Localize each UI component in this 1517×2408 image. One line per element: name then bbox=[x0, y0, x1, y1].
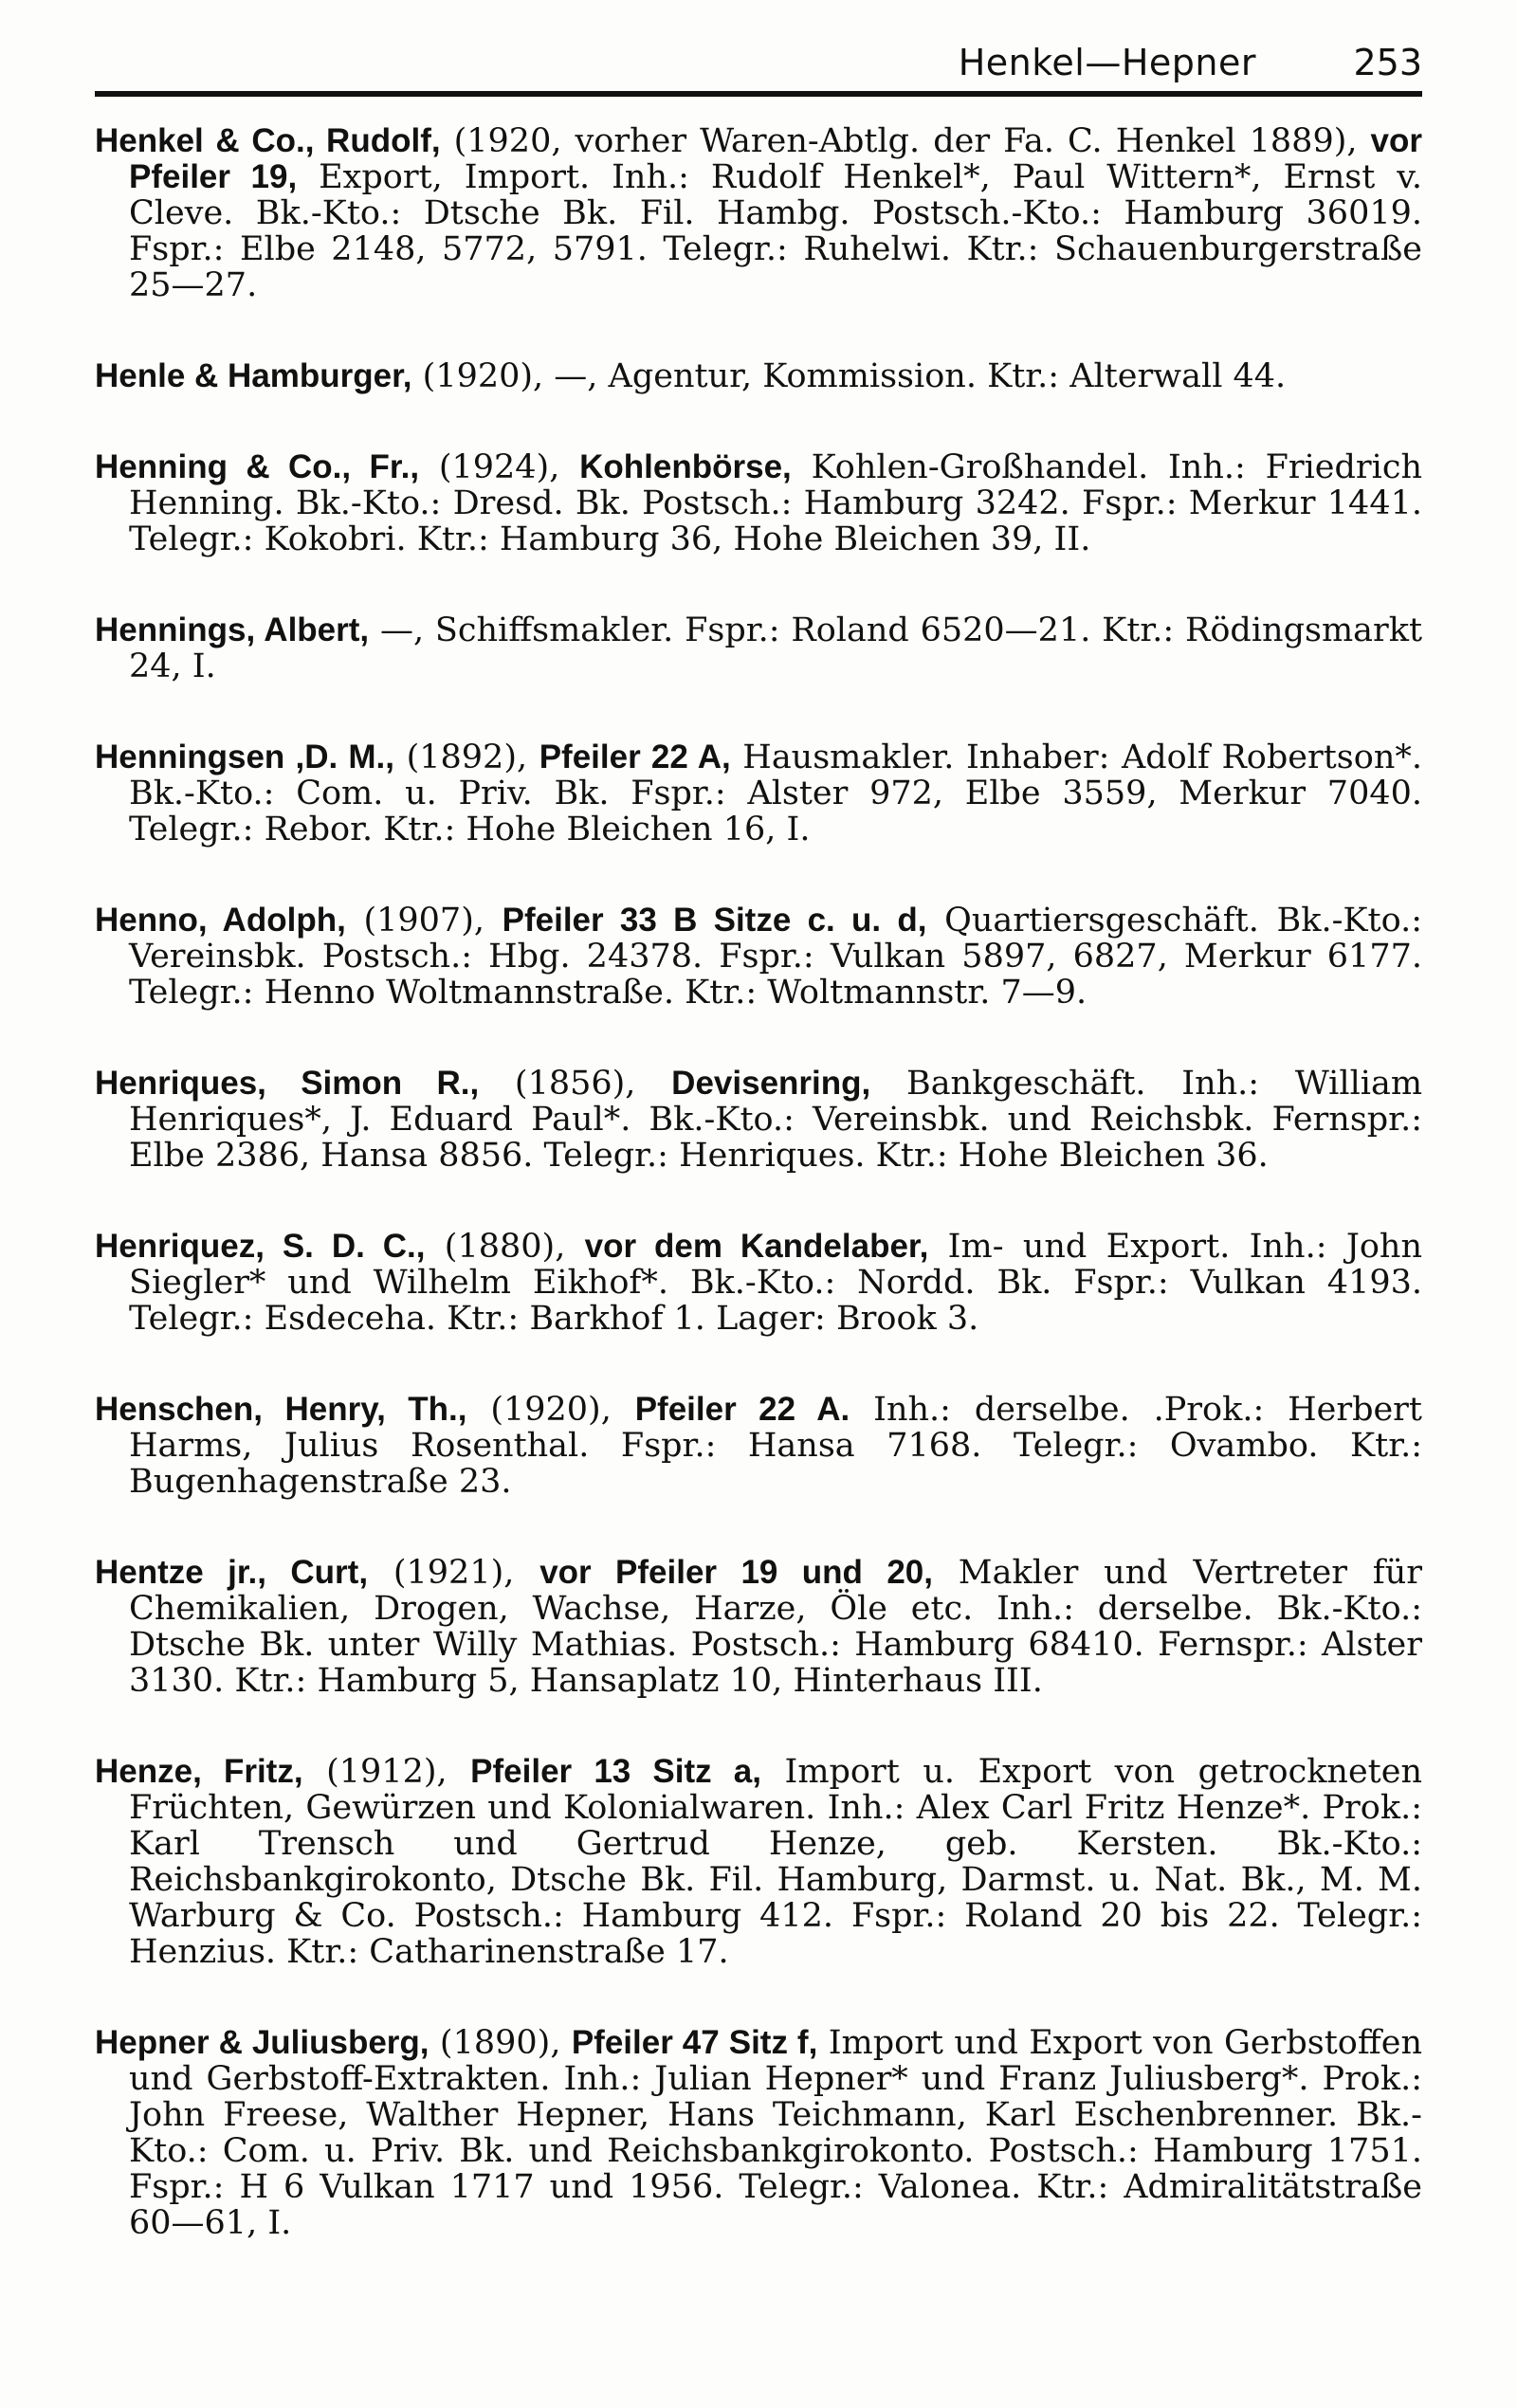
directory-entry bbox=[95, 1392, 1422, 1500]
entry-text: Im- und Export. Inh.: John Siegler* und Wilhelm Eikhof*. Bk.-Kto.: Nordd. Bk. Fspr.: Vulkan 4193. Telegr.: Esdeceha. Ktr.: Barkhof 1. Lager: Brook 3. bbox=[129, 1228, 1423, 1338]
directory-entry bbox=[95, 358, 1422, 394]
directory-entry bbox=[95, 1066, 1422, 1174]
directory-entry bbox=[95, 739, 1422, 848]
entry-text: (1924), bbox=[419, 448, 580, 486]
firm-name: Henschen, Henry, Th., bbox=[95, 1391, 467, 1428]
firm-name: Henriquez, S. D. C., bbox=[95, 1228, 426, 1265]
exchange-location: Pfeiler 22 A. bbox=[634, 1391, 850, 1428]
directory-entry bbox=[95, 449, 1422, 557]
entry-text: —, Schiffsmakler. Fspr.: Roland 6520—21. Ktr.: Rödingsmarkt 24, I. bbox=[129, 611, 1423, 685]
entry-text: (1892), bbox=[394, 739, 539, 776]
directory-entry bbox=[95, 1229, 1422, 1337]
directory-entry bbox=[95, 1555, 1422, 1699]
entry-text: (1856), bbox=[479, 1065, 672, 1103]
exchange-location: vor dem Kandelaber, bbox=[584, 1228, 929, 1265]
running-head-title: Henkel—Hepner bbox=[958, 42, 1256, 83]
exchange-location: vor Pfeiler 19, bbox=[129, 122, 1422, 195]
firm-name: Henno, Adolph, bbox=[95, 902, 346, 939]
header-rule bbox=[95, 91, 1422, 97]
entry-text: Export, Import. Inh.: Rudolf Henkel*, Paul Wittern*, Ernst v. Cleve. Bk.-Kto.: Dtsche Bk. Fil. Hambg. Postsch.-Kto.: Hamburg 36019. Fspr.: Elbe 2148, 5772, 5791. Telegr.: Ruhelwi. Ktr.: Schauenburgerstraße 25—27. bbox=[129, 158, 1422, 304]
firm-name: Hentze jr., Curt, bbox=[95, 1554, 369, 1591]
directory-entry bbox=[95, 1754, 1422, 1970]
firm-name: Henle & Hamburger, bbox=[95, 357, 412, 394]
entry-text: (1912), bbox=[302, 1753, 471, 1791]
directory-entries bbox=[95, 123, 1422, 2296]
running-head bbox=[95, 36, 1422, 93]
firm-name: Henze, Fritz, bbox=[95, 1753, 303, 1790]
entry-text: Kohlen-Großhandel. Inh.: Friedrich Henning. Bk.-Kto.: Dresd. Bk. Postsch.: Hamburg 3242. Fspr.: Merkur 1441. Telegr.: Kokobri. Ktr.: Hamburg 36, Hohe Bleichen 39, II. bbox=[129, 448, 1422, 558]
exchange-location: Devisenring, bbox=[671, 1065, 871, 1102]
entry-text: (1880), bbox=[425, 1228, 585, 1266]
page-number: 253 bbox=[1353, 42, 1422, 83]
entry-text: (1920), bbox=[466, 1391, 635, 1429]
entry-text: Bankgeschäft. Inh.: William Henriques*, J. Eduard Paul*. Bk.-Kto.: Vereinsbk. und Reichsbk. Fernspr.: Elbe 2386, Hansa 8856. Telegr.: Henriques. Ktr.: Hohe Bleichen 36. bbox=[129, 1065, 1423, 1175]
firm-name: Henkel & Co., Rudolf, bbox=[95, 122, 441, 159]
exchange-location: Pfeiler 22 A, bbox=[539, 739, 731, 775]
entry-text: Makler und Vertreter für Chemikalien, Drogen, Wachse, Harze, Öle etc. Inh.: derselbe. Bk.-Kto.: Dtsche Bk. unter Willy Mathias. Postsch.: Hamburg 68410. Fernspr.: Alster 3130. Ktr.: Hamburg 5, Hansaplatz 10, Hinterhaus III. bbox=[129, 1554, 1422, 1700]
firm-name: Henning & Co., Fr., bbox=[95, 448, 420, 485]
directory-entry bbox=[95, 123, 1422, 303]
entry-text: Quartiersgeschäft. Bk.-Kto.: Vereinsbk. Postsch.: Hbg. 24378. Fspr.: Vulkan 5897, 6827, Merkur 6177. Telegr.: Henno Woltmannstraße. Ktr.: Woltmannstr. 7—9. bbox=[129, 902, 1422, 1012]
firm-name: Hepner & Juliusberg, bbox=[95, 2024, 430, 2061]
entry-text: (1920, vorher Waren-Abtlg. der Fa. C. Henkel 1889), bbox=[440, 122, 1371, 160]
firm-name: Henningsen ,D. M., bbox=[95, 739, 394, 775]
exchange-location: vor Pfeiler 19 und 20, bbox=[539, 1554, 933, 1591]
directory-entry bbox=[95, 612, 1422, 684]
directory-entry bbox=[95, 903, 1422, 1011]
directory-entry bbox=[95, 2025, 1422, 2241]
exchange-location: Pfeiler 33 B Sitze c. u. d, bbox=[502, 902, 927, 939]
entry-text: (1920), —, Agentur, Kommission. Ktr.: Alterwall 44. bbox=[411, 357, 1287, 395]
entry-text: (1921), bbox=[368, 1554, 540, 1592]
exchange-location: Pfeiler 47 Sitz f, bbox=[571, 2024, 818, 2061]
entry-text: Hausmakler. Inhaber: Adolf Robertson*. Bk.-Kto.: Com. u. Priv. Bk. Fspr.: Alster 972, Elbe 3559, Merkur 7040. Telegr.: Rebor. Ktr.: Hohe Bleichen 16, I. bbox=[129, 739, 1422, 848]
entry-text: Import und Export von Gerbstoffen und Gerbstoff-Extrakten. Inh.: Julian Hepner* und Franz Juliusberg*. Prok.: John Freese, Walther Hepner, Hans Teichmann, Karl Eschenbrenner. Bk.-Kto.: Com. u. Priv. Bk. und Reichsbankgirokonto. Postsch.: Hamburg 1751. Fspr.: H 6 Vulkan 1717 und 1956. Telegr.: Valonea. Ktr.: Admiralitätstraße 60—61, I. bbox=[129, 2024, 1422, 2242]
entry-text: Inh.: derselbe. .Prok.: Herbert Harms, Julius Rosenthal. Fspr.: Hansa 7168. Telegr.: Ovambo. Ktr.: Bugenhagenstraße 23. bbox=[129, 1391, 1422, 1501]
entry-text: (1890), bbox=[429, 2024, 572, 2062]
firm-name: Hennings, Albert, bbox=[95, 611, 370, 648]
entry-text: (1907), bbox=[345, 902, 503, 939]
exchange-location: Pfeiler 13 Sitz a, bbox=[470, 1753, 761, 1790]
firm-name: Henriques, Simon R., bbox=[95, 1065, 480, 1102]
exchange-location: Kohlenbörse, bbox=[579, 448, 792, 485]
entry-text: Import u. Export von getrockneten Früchten, Gewürzen und Kolonialwaren. Inh.: Alex Carl Fritz Henze*. Prok.: Karl Trensch und Gertrud Henze, geb. Kersten. Bk.-Kto.: Reichsbankgirokonto, Dtsche Bk. Fil. Hamburg, Darmst. u. Nat. Bk., M. M. Warburg & Co. Postsch.: Hamburg 412. Fspr.: Roland 20 bis 22. Telegr.: Henzius. Ktr.: Catharinenstraße 17. bbox=[129, 1753, 1422, 1971]
